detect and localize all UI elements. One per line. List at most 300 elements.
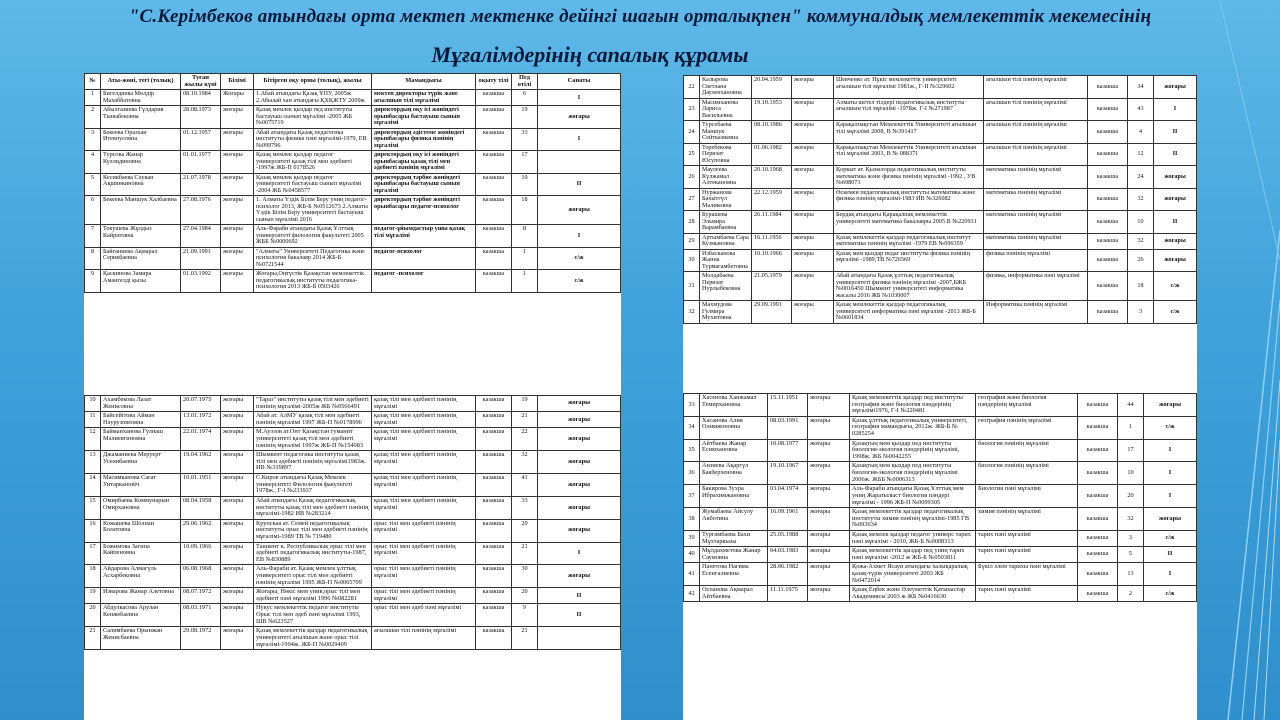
cell-birth-date: 28.06.1982 xyxy=(768,563,808,586)
cell-institution: Абай атындағы Қазақ педагогикалық институты қазақ тілі мен әдебиеті пәнінің мұғалімі-1982 ИВ №283214 xyxy=(254,496,372,519)
cell-institution: Қазақ мем қыздар педаг институты физика пәнінің мұғалімі -1989,ТВ №726569 xyxy=(834,249,984,272)
cell-language: казакша xyxy=(476,106,512,129)
cell-specialty: ағылшын тілі пәнінің мұғалімі xyxy=(984,143,1088,166)
cell-institution: Алматы шетел тілдері педагогикалық институты ағылшын тілі мұғалімі -1978ж. Г-I №271987 xyxy=(834,98,984,121)
cell-category: с/ж xyxy=(538,247,621,270)
cell-category: жоғары xyxy=(538,106,621,129)
cell-number: 25 xyxy=(684,143,700,166)
cell-category: жоғары xyxy=(1154,249,1197,272)
cell-language: казакша xyxy=(1078,462,1118,485)
table-row xyxy=(684,530,1197,546)
cell-birth-date: 26.11.1984 xyxy=(752,211,792,234)
cell-experience: 41 xyxy=(512,474,538,497)
cell-specialty: педагог-психолог xyxy=(372,247,476,270)
cell-name: Молдабаева Перизат Нурлыбековна xyxy=(700,272,752,301)
cell-specialty: математика пәнінің мұғалімі xyxy=(984,166,1088,189)
cell-experience: 20 xyxy=(512,588,538,604)
cell-experience: 29 xyxy=(512,519,538,542)
cell-birth-date: 01.01.1977 xyxy=(181,151,221,174)
cell-category: с/ж xyxy=(1144,530,1197,546)
cell-category: жоғары xyxy=(538,565,621,588)
cell-education: жоғары xyxy=(792,272,834,301)
cell-language: казакша xyxy=(476,604,512,627)
cell-education: жоғары xyxy=(221,496,254,519)
cell-language: казакша xyxy=(476,496,512,519)
cell-name: Айдарова Алмагүль Асхарбековна xyxy=(101,565,181,588)
cell-institution: Қазақ мемлек қыздар пед институты бастауыш сынып мұғалімі -2005 ЖБ №0075719 xyxy=(254,106,372,129)
cell-birth-date: 08.10.1986 xyxy=(752,121,792,144)
cell-specialty: педагог-ұйымдастыр ушы қазақ тілі мұғалімі xyxy=(372,225,476,248)
cell-category: II xyxy=(1144,547,1197,563)
cell-name: Байсейітова Айман Нәурузовеовна xyxy=(101,412,181,428)
cell-experience: 10 xyxy=(1118,462,1144,485)
cell-experience: 43 xyxy=(1128,98,1154,121)
cell-specialty: физика пәнінің мұғалімі xyxy=(984,249,1088,272)
cell-language: казакша xyxy=(476,588,512,604)
cell-birth-date: 11.11.1975 xyxy=(768,586,808,602)
cell-birth-date: 29.08.1972 xyxy=(181,627,221,650)
table-row xyxy=(85,496,621,519)
table-row xyxy=(684,211,1197,234)
cell-name: Жумабаева Айсулу Акботина xyxy=(700,508,768,531)
cell-institution: Қазақ мемлекеттік қыздар педагогикалық университеті информатика пәні мұғалімі -2013 ЖБ-Б №0601834 xyxy=(834,301,984,324)
table-row xyxy=(684,121,1197,144)
cell-number: 34 xyxy=(684,416,700,439)
cell-name: Кожашева Шолпан Болатовна xyxy=(101,519,181,542)
cell-category: жоғары xyxy=(538,496,621,519)
cell-name: Турсебаева Маншук Сейтказиевна xyxy=(700,121,752,144)
cell-language: казакша xyxy=(1088,76,1128,99)
table-row xyxy=(684,563,1197,586)
cell-experience: 32 xyxy=(1118,508,1144,531)
cell-category: с/ж xyxy=(1154,272,1197,301)
cell-name: Бурашева Эльмира Варамбаевна xyxy=(700,211,752,234)
cell-specialty: Биология пәні мұғалімі xyxy=(976,485,1078,508)
cell-experience: 30 xyxy=(512,565,538,588)
cell-number: 19 xyxy=(85,588,101,604)
cell-category: с/ж xyxy=(1154,301,1197,324)
cell-language: казакша xyxy=(1088,272,1128,301)
cell-education: жоғары xyxy=(808,547,850,563)
cell-experience: 1 xyxy=(512,270,538,293)
cell-birth-date: 22.01.1974 xyxy=(181,428,221,451)
cell-name: Масимханова Лариса Васильевна xyxy=(700,98,752,121)
cell-number: 35 xyxy=(684,439,700,462)
cell-number: 12 xyxy=(85,428,101,451)
cell-name: Калырова Светлана Дауленхановна xyxy=(700,76,752,99)
cell-language: казакша xyxy=(476,90,512,106)
cell-education: жоғары xyxy=(808,462,850,485)
table-row xyxy=(684,233,1197,249)
teachers-table-3 xyxy=(683,75,1197,324)
cell-language: казакша xyxy=(1078,508,1118,531)
cell-name: Бигелдиева Мөлдір Махаббатовна xyxy=(101,90,181,106)
cell-number: 32 xyxy=(684,301,700,324)
cell-name: Панетова Нагима Есенгалиевна xyxy=(700,563,768,586)
cell-education: жоғары xyxy=(221,396,254,412)
cell-birth-date: 10.01.1951 xyxy=(181,474,221,497)
cell-education: жоғары xyxy=(808,586,850,602)
cell-specialty: математика пәнінің мұғалімі xyxy=(984,211,1088,234)
table-row xyxy=(684,485,1197,508)
cell-education: жоғары xyxy=(792,233,834,249)
cell-institution: Қазақ мемлекеттік қыздар пед институты география және биология пәндерінің мұғалімі1976, Г-I №220481 xyxy=(850,394,976,417)
cell-language: казакша xyxy=(476,412,512,428)
cell-birth-date: 19.10.1967 xyxy=(768,462,808,485)
cell-language: казакша xyxy=(1078,416,1118,439)
cell-language: казакша xyxy=(476,627,512,650)
header-experience: Пед өтілі xyxy=(512,74,538,90)
cell-institution: "Тараз" институты қазақ тілі мен әдебиеті пәнінің мұғалімі-2005ж ЖБ №0566491 xyxy=(254,396,372,412)
cell-experience: 24 xyxy=(1128,166,1154,189)
table-body xyxy=(684,394,1197,602)
cell-language: казакша xyxy=(1088,301,1128,324)
cell-birth-date: 20.04.1959 xyxy=(752,76,792,99)
header-category: Санаты xyxy=(538,74,621,90)
cell-experience: 18 xyxy=(512,196,538,225)
cell-specialty: тарих пәні мұғалімі xyxy=(976,586,1078,602)
cell-name: Токушева Жұлдыз Кайратовна xyxy=(101,225,181,248)
cell-experience: 4 xyxy=(1128,121,1154,144)
cell-name: Бекеева Оразхан Итевпусовна xyxy=(101,128,181,151)
table-row xyxy=(85,106,621,129)
cell-experience: 12 xyxy=(1128,143,1154,166)
cell-education: жоғары xyxy=(221,173,254,196)
cell-specialty: орыс тілі мен әдебиеті пәнінің мұғалімі xyxy=(372,565,476,588)
cell-language: казакша xyxy=(1088,143,1128,166)
cell-number: 3 xyxy=(85,128,101,151)
cell-language: казакша xyxy=(476,519,512,542)
cell-name: Божимова Загипа Кайпеновна xyxy=(101,542,181,565)
cell-language: казакша xyxy=(1088,98,1128,121)
table-row xyxy=(85,270,621,293)
table-row xyxy=(684,166,1197,189)
cell-category: I xyxy=(1154,98,1197,121)
cell-specialty: тарих пәні мұғалімі xyxy=(976,530,1078,546)
cell-number: 30 xyxy=(684,249,700,272)
cell-education: жоғары xyxy=(221,412,254,428)
cell-category: жоғары xyxy=(538,412,621,428)
cell-name: Хасенова Ханжамал Темирхановна xyxy=(700,394,768,417)
cell-specialty: директордың тәрбие жөніндегі орынбасары педагог-психолог xyxy=(372,196,476,225)
cell-language: казакша xyxy=(476,270,512,293)
cell-name: Бекеева Маншук Халбаевна xyxy=(101,196,181,225)
cell-specialty: қазақ тілі мен әдебиеті пәнінің мұғалімі xyxy=(372,396,476,412)
cell-number: 28 xyxy=(684,211,700,234)
cell-specialty: директордың оқу ісі жөніндегі орынбасары бастауыш сынып мұғалімі xyxy=(372,106,476,129)
cell-specialty: орыс тілі мен әдебиеті пәнінің мұғалімі xyxy=(372,542,476,565)
table-row xyxy=(85,196,621,225)
cell-category: I xyxy=(538,542,621,565)
cell-language: казакша xyxy=(476,173,512,196)
cell-education: жоғары xyxy=(792,188,834,211)
cell-category xyxy=(538,627,621,650)
cell-experience: 32 xyxy=(1128,233,1154,249)
table-row xyxy=(85,565,621,588)
cell-birth-date: 28.08.1973 xyxy=(181,106,221,129)
cell-specialty: ағылшын тілі пәнінің мұғалімі xyxy=(984,76,1088,99)
cell-education: жоғары xyxy=(221,106,254,129)
cell-category: жоғары xyxy=(538,396,621,412)
cell-institution: Қазақ мемлекеттік қыздар пед униң тарих пәні мұғалімі -2012 ж ЖБ-Б №0503811 xyxy=(850,547,976,563)
cell-category: жоғары xyxy=(1154,166,1197,189)
table-row xyxy=(85,428,621,451)
cell-birth-date: 20.10.1968 xyxy=(752,166,792,189)
cell-name: Торебекова Перизат Юсуповна xyxy=(700,143,752,166)
cell-specialty: физика, информатика пәні мұғалімі xyxy=(984,272,1088,301)
table-row xyxy=(85,542,621,565)
table-row xyxy=(684,547,1197,563)
cell-language: казакша xyxy=(1078,530,1118,546)
cell-number: 22 xyxy=(684,76,700,99)
cell-name: Салимбаева Орынжан Женисбаевна xyxy=(101,627,181,650)
table-body xyxy=(684,76,1197,324)
header-name: Аты-жөні, тегі (толық) xyxy=(101,74,181,90)
cell-specialty: Информатика пәнінің мұғалімі xyxy=(984,301,1088,324)
cell-institution: Қазақ мемлекеттік қыздар педагогикалық университеті ағылшын және орыс тілі мұғалімі-1994ж. ЖБ-П №0029409 xyxy=(254,627,372,650)
cell-language: казакша xyxy=(1078,547,1118,563)
cell-category: жоғары xyxy=(538,519,621,542)
header-language: оқыту тілі xyxy=(476,74,512,90)
cell-language: казакша xyxy=(476,151,512,174)
cell-language: казакша xyxy=(476,128,512,151)
table-row xyxy=(85,151,621,174)
cell-name: Абдулкасова Арулан Кенжебаевна xyxy=(101,604,181,627)
cell-category: жоғары xyxy=(1154,76,1197,99)
cell-birth-date: 01.12.1957 xyxy=(181,128,221,151)
cell-number: 18 xyxy=(85,565,101,588)
cell-specialty: химия пәнінің мұғалімі xyxy=(976,508,1078,531)
cell-specialty: қазақ тілі мен әдебиеті пәнінің мұғалімі xyxy=(372,428,476,451)
cell-birth-date: 21.07.1978 xyxy=(181,173,221,196)
cell-experience: 6 xyxy=(512,90,538,106)
cell-education: жоғары xyxy=(221,604,254,627)
header-number: № xyxy=(85,74,101,90)
cell-number: 14 xyxy=(85,474,101,497)
cell-institution: Нукус мемлекеттік педагог институты Орыс тілі мен әдеб пәні мұғалімі 1993, ШВ №623527 xyxy=(254,604,372,627)
cell-experience: 2 xyxy=(1118,586,1144,602)
cell-experience: 3 xyxy=(1128,301,1154,324)
cell-education: жоғары xyxy=(221,451,254,474)
cell-experience: 17 xyxy=(512,151,538,174)
cell-name: Махмудова Гулмира Мухитовна xyxy=(700,301,752,324)
table-row xyxy=(85,247,621,270)
cell-language: казакша xyxy=(476,225,512,248)
cell-category: I xyxy=(1144,462,1197,485)
cell-language: казакша xyxy=(476,196,512,225)
cell-number: 40 xyxy=(684,547,700,563)
cell-experience: 8 xyxy=(512,225,538,248)
cell-category: жоғары xyxy=(1154,188,1197,211)
cell-number: 4 xyxy=(85,151,101,174)
cell-institution: Жоғары,Оңтүстік Қазақстан мемлекеттік педагогикалық институты педагогика-психология 2013 ЖБ-Б 0503426 xyxy=(254,270,372,293)
table-header-row xyxy=(85,74,621,90)
cell-name: Қаскинова Замира Амангелді қызы xyxy=(101,270,181,293)
cell-name: Ахамбекова Лазат Женисовна xyxy=(101,396,181,412)
cell-number: 39 xyxy=(684,530,700,546)
cell-name: Айтбаева Жанар Есимхановна xyxy=(700,439,768,462)
cell-institution: Қазақтың мем қыздар пед институты биология-экология пәндерінің мұғалімі 2006ж. ЖББ №0006313 xyxy=(850,462,976,485)
cell-name: Изварова Жанар Алетовна xyxy=(101,588,181,604)
cell-institution: Крупская ат. Семей педагогикалық институты орыс тілі мен әдебиеті пәнінің мұғалімі-1989 ТВ № 719480 xyxy=(254,519,372,542)
cell-education: жоғары xyxy=(808,439,850,462)
cell-category: жоғары xyxy=(538,428,621,451)
table-panel-1 xyxy=(84,73,621,395)
cell-birth-date: 19.04.1962 xyxy=(181,451,221,474)
cell-number: 21 xyxy=(85,627,101,650)
cell-institution: 1. Алматы Үздік Білім Беру униң педагог-психолог 2013, ЖБ-Б №0512673 2.Алматы Үздік Білім Беру университеті бастауыш сынып мұғалімі 2016 xyxy=(254,196,372,225)
cell-category: II xyxy=(1154,211,1197,234)
cell-experience: 9 xyxy=(512,604,538,627)
cell-specialty: орыс тілі мен әдебиеті пәнінің мұғалімі xyxy=(372,588,476,604)
cell-birth-date: 13.01.1972 xyxy=(181,412,221,428)
cell-birth-date: 03.04.1974 xyxy=(768,485,808,508)
table-row xyxy=(684,394,1197,417)
cell-language: казакша xyxy=(476,542,512,565)
teachers-table-2 xyxy=(84,395,621,650)
cell-institution: Қарақалпақстан Мемлекеттік Университеті ағылшын тілі мұғалімі 2003, В № 088371 xyxy=(834,143,984,166)
table-panel-3 xyxy=(683,75,1197,393)
cell-number: 5 xyxy=(85,173,101,196)
cell-category: I xyxy=(1144,563,1197,586)
cell-category xyxy=(538,151,621,174)
cell-experience: 44 xyxy=(1118,394,1144,417)
cell-category: с/ж xyxy=(1144,586,1197,602)
cell-experience: 21 xyxy=(512,542,538,565)
cell-number: 23 xyxy=(684,98,700,121)
table-row xyxy=(684,586,1197,602)
cell-category: с/ж xyxy=(1144,416,1197,439)
cell-language: казакша xyxy=(1078,586,1118,602)
cell-category: жоғары xyxy=(538,474,621,497)
cell-language: казакша xyxy=(1088,211,1128,234)
cell-name: Кесикбаева Сәукан Ақшинкиновна xyxy=(101,173,181,196)
cell-institution: Қазақ мемлек қыздар педагог универс тарих пәні мұғалімі - 2010, ЖБ-Б №0008313 xyxy=(850,530,976,546)
cell-institution: Қоркыт ат. Қызылорда педагогикалық институты математика және физика пәнінің мұғалімі -1992 , УВ №698073 xyxy=(834,166,984,189)
cell-birth-date: 08.07.1972 xyxy=(181,588,221,604)
cell-specialty: география және биология пәндерінің мұғалімі xyxy=(976,394,1078,417)
cell-education: жоғары xyxy=(808,563,850,586)
cell-institution: Қарақалпақстан Мемлекеттік Университеті ағылшын тілі мұғалімі 2008, В №391417 xyxy=(834,121,984,144)
cell-education: жоғары xyxy=(792,121,834,144)
cell-number: 13 xyxy=(85,451,101,474)
table-row xyxy=(85,412,621,428)
cell-experience: 33 xyxy=(512,128,538,151)
cell-name: Избасканова Жанна Турмагамбетовна xyxy=(700,249,752,272)
cell-education: жоғары xyxy=(221,588,254,604)
cell-specialty: қазақ тілі мен әдебиеті пәнінің мұғалімі xyxy=(372,496,476,519)
cell-category: I xyxy=(538,128,621,151)
cell-education: Жоғары xyxy=(221,90,254,106)
cell-name: Артымбаева Сара Кузмыновна xyxy=(700,233,752,249)
cell-education: жоғары xyxy=(792,98,834,121)
cell-institution: "Алматы" Университеті Педагогика және психология бакалавр 2014 ЖБ-Б №0721544 xyxy=(254,247,372,270)
cell-language: казакша xyxy=(1088,249,1128,272)
cell-language: казакша xyxy=(1078,485,1118,508)
cell-institution: Шымкент педагогика институты қазақ тілі мен әдебиеті пәнінің мұғалімі1983ж. ИВ №319897 xyxy=(254,451,372,474)
cell-name: Бакирова Зухра Ибрахимжановна xyxy=(700,485,768,508)
cell-language: казакша xyxy=(476,396,512,412)
cell-birth-date: 08.10.1984 xyxy=(181,90,221,106)
cell-education: жоғары xyxy=(792,166,834,189)
cell-education: жоғары xyxy=(221,128,254,151)
cell-experience: 32 xyxy=(1128,188,1154,211)
cell-education: жоғары xyxy=(792,143,834,166)
cell-birth-date: 19.10.1953 xyxy=(752,98,792,121)
cell-specialty: директордың тәрбие жөніндегі орынбасары бастауыш сынып мұғалімі xyxy=(372,173,476,196)
cell-birth-date: 25.05.1988 xyxy=(768,530,808,546)
cell-number: 24 xyxy=(684,121,700,144)
cell-category: с/ж xyxy=(538,270,621,293)
cell-number: 7 xyxy=(85,225,101,248)
cell-category: жоғары xyxy=(1144,394,1197,417)
cell-specialty: математика пәнінің мұғалімі xyxy=(984,188,1088,211)
table-row xyxy=(85,519,621,542)
cell-category: I xyxy=(538,225,621,248)
cell-specialty: орыс тілі мен әдебиеті пәнінің мұғалімі xyxy=(372,519,476,542)
cell-specialty: география пәнінің мұғалімі xyxy=(976,416,1078,439)
cell-education: жоғары xyxy=(808,530,850,546)
cell-name: Маулеева Күлжамал Алтекановна xyxy=(700,166,752,189)
table-row xyxy=(85,474,621,497)
cell-institution: Қазақ ұлттық педагогикалық университеті, география мамандығы, 2012ж. ЖБ-Б № 0285254 xyxy=(850,416,976,439)
cell-specialty: мектеп директоры түрік және ағылшын тілі мұғалімі xyxy=(372,90,476,106)
table-body xyxy=(85,90,621,293)
table-row xyxy=(85,90,621,106)
cell-specialty: ағылшын тілі пәнінің мұғалімі xyxy=(372,627,476,650)
cell-birth-date: 16.11.1956 xyxy=(752,233,792,249)
cell-name: Байганиева Ақмарал Серикбаевна xyxy=(101,247,181,270)
cell-education: жоғары xyxy=(221,542,254,565)
table-row xyxy=(684,98,1197,121)
cell-education: жоғары xyxy=(221,519,254,542)
table-row xyxy=(684,508,1197,531)
cell-education: жоғары xyxy=(808,485,850,508)
cell-specialty: орыс тілі мен әдеб пәні мұғалімі xyxy=(372,604,476,627)
cell-experience: 5 xyxy=(1118,547,1144,563)
cell-language: казакша xyxy=(1088,188,1128,211)
cell-institution: Қазақтың мем қыздар пед институты биология-экология пәндерінің мұғалімі, 1998ж. ЖБ №0042255 xyxy=(850,439,976,462)
cell-specialty: Бүкіл әлем тарихы пәні мұғалімі xyxy=(976,563,1078,586)
cell-education: жоғары xyxy=(792,249,834,272)
table-row xyxy=(684,416,1197,439)
table-row xyxy=(85,128,621,151)
cell-birth-date: 08.03.1971 xyxy=(181,604,221,627)
cell-category: II xyxy=(538,604,621,627)
table-row xyxy=(85,173,621,196)
table-row xyxy=(85,604,621,627)
header-institution: Бітірген оқу орны (толық), жылы xyxy=(254,74,372,90)
cell-name: Байманханова Гулнаш Мәлиевгиновна xyxy=(101,428,181,451)
cell-birth-date: 01.06.1982 xyxy=(752,143,792,166)
cell-experience: 10 xyxy=(512,173,538,196)
cell-language: казакша xyxy=(476,474,512,497)
cell-education: жоғары xyxy=(792,211,834,234)
cell-category: II xyxy=(1154,143,1197,166)
table-row xyxy=(85,588,621,604)
cell-specialty: биология пәнінің мұғалімі xyxy=(976,462,1078,485)
cell-language: казакша xyxy=(1088,233,1128,249)
cell-specialty: директордың әдістеме жөніндегі орынбасары физика пәнінің мұғалімі xyxy=(372,128,476,151)
cell-language: казакша xyxy=(1078,394,1118,417)
cell-birth-date: 15.11.1951 xyxy=(768,394,808,417)
cell-category: I xyxy=(538,90,621,106)
table-row xyxy=(85,627,621,650)
cell-birth-date: 01.03.1992 xyxy=(181,270,221,293)
cell-specialty: қазақ тілі мен әдебиеті пәнінің мұғалімі xyxy=(372,474,476,497)
cell-birth-date: 22.12.1959 xyxy=(752,188,792,211)
cell-number: 1 xyxy=(85,90,101,106)
